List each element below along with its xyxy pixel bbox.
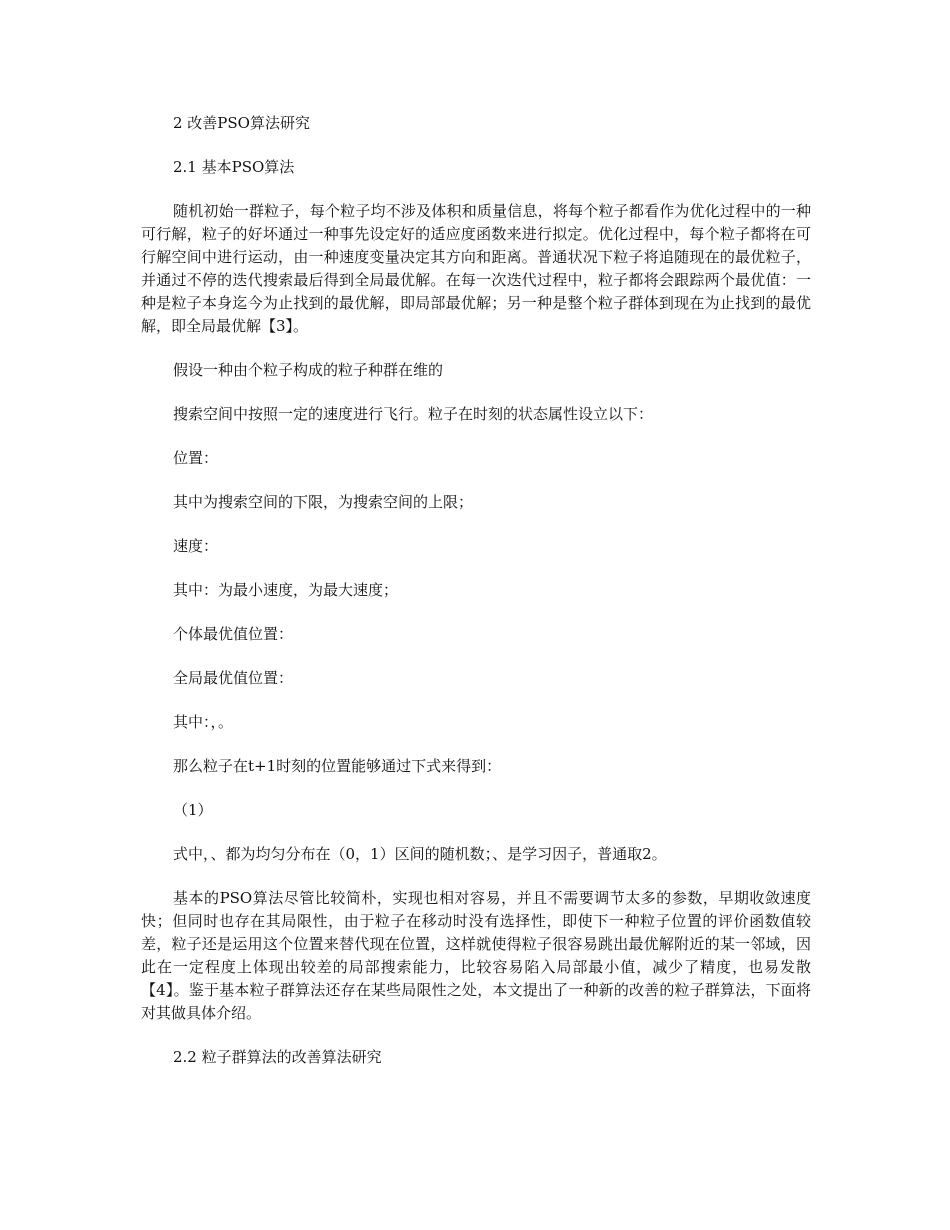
paragraph-assume: 假设一种由个粒子构成的粒子种群在维的	[173, 361, 444, 379]
section-heading-2-1: 2.1 基本PSO算法	[173, 158, 295, 176]
paragraph-global-best: 全局最优值位置：	[173, 669, 294, 687]
paragraph-update-rule: 那么粒子在t+1时刻的位置能够通过下式来得到：	[173, 757, 502, 775]
section-heading-2-2: 2.2 粒子群算法的改善算法研究	[173, 1048, 382, 1066]
paragraph-velocity: 速度：	[173, 537, 219, 555]
paragraph-personal-best: 个体最优值位置：	[173, 625, 294, 643]
section-heading-2: 2 改善PSO算法研究	[173, 114, 310, 132]
paragraph-position-bounds: 其中为搜索空间的下限，为搜索空间的上限；	[173, 493, 474, 511]
document-body	[141, 112, 811, 1090]
paragraph-velocity-bounds: 其中：为最小速度，为最大速度；	[173, 581, 399, 599]
paragraph-position: 位置：	[173, 449, 219, 467]
paragraph-random-factors: 式中，、都为均匀分布在（0，1）区间的随机数；、是学习因子，普通取2。	[173, 845, 667, 863]
paragraph-intro: 随机初始一群粒子，每个粒子均不涉及体积和质量信息，将每个粒子都看作为优化过程中的一种可行解，粒子的好坏通过一种事先设定好的适应度函数来进行拟定。优化过程中，每个粒子都将在可行解空间中进行运动，由一种速度变量决定其方向和距离。普通状况下粒子将追随现在的最优粒子，并通过不停的迭代搜索最后得到全局最优解。在每一次迭代过程中，粒子都将会跟踪两个最优值：一种是粒子本身迄今为止找到的最优解，即局部最优解；另一种是整个粒子群体到现在为止找到的最优解，即全局最优解【3】。	[141, 202, 811, 335]
equation-number: （1）	[173, 801, 213, 819]
paragraph-where: 其中：，。	[173, 713, 234, 731]
paragraph-search-space: 搜索空间中按照一定的速度进行飞行。粒子在时刻的状态属性设立以下：	[173, 405, 654, 423]
paragraph-limitations: 基本的PSO算法尽管比较简朴，实现也相对容易，并且不需要调节太多的参数，早期收敛速度快；但同时也存在其局限性，由于粒子在移动时没有选择性，即使下一种粒子位置的评价函数值较差，粒子还是运用这个位置来替代现在位置，这样就使得粒子很容易跳出最优解附近的某一邻域，因此在一定程度上体现出较差的局部搜索能力，比较容易陷入局部最小值，减少了精度，也易发散【4】。鉴于基本粒子群算法还存在某些局限性之处，本文提出了一种新的改善的粒子群算法，下面将对其做具体介绍。	[141, 889, 811, 1022]
